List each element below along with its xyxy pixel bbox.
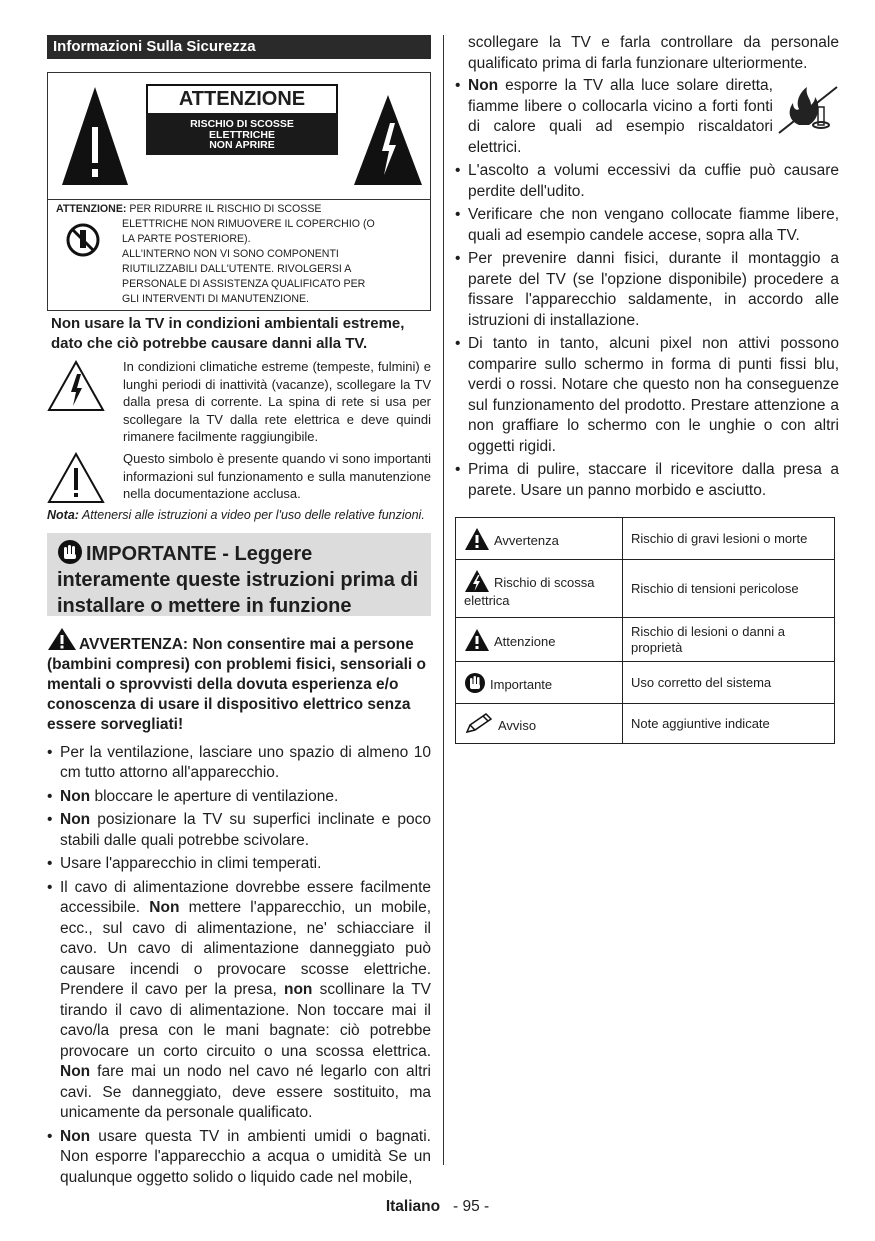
hand-stop-icon xyxy=(464,671,486,695)
pencil-note-icon xyxy=(464,712,494,736)
continuation-text: scollegare la TV e farla controllare da personale qualificato prima di farla funzionare ulteriormente. xyxy=(468,34,839,72)
do-not-open-icon xyxy=(65,222,101,258)
list-item-text: Per prevenire danni fisici, durante il montaggio a parete del TV (se l'opzione disponibile) procedere a fissare l'apparecchio saldamente, in accordo alle istruzioni di installazione. xyxy=(468,250,839,329)
page-number: - 95 - xyxy=(453,1198,490,1215)
list-item-text: Usare l'apparecchio in climi temperati. xyxy=(60,855,322,873)
exclamation-symbol-row xyxy=(47,450,431,503)
list-item-text: bloccare le aperture di ventilazione. xyxy=(90,787,339,805)
legend-desc: Rischio di gravi lesioni o morte xyxy=(623,518,835,560)
exclamation-warning-icon xyxy=(60,85,130,187)
list-item-text: scollinare la TV tirando il cavo di alimentazione. Non toccare mai il cavo/la presa con le mani bagnate: ciò potrebbe provocare un corto circuito o una scossa elettrica. xyxy=(60,981,431,1060)
caution-line: RIUTILIZZABILI DALL'UTENTE. RIVOLGERSI A xyxy=(122,263,352,275)
important-text: IMPORTANTE - Leggere interamente queste istruzioni prima di installare o mettere in funzione xyxy=(57,542,419,617)
legend-label: Avviso xyxy=(498,717,537,733)
note-text: Attenersi alle istruzioni a video per l'uso delle relative funzioni. xyxy=(78,507,425,522)
legend-desc: Uso corretto del sistema xyxy=(623,662,835,704)
list-item-bold: Non xyxy=(60,1063,91,1081)
safety-list xyxy=(47,743,431,1189)
list-item-text: L'ascolto a volumi eccessivi da cuffie può causare perdite dell'udito. xyxy=(468,162,839,200)
hand-stop-icon xyxy=(57,539,83,565)
list-item xyxy=(455,334,839,457)
important-banner xyxy=(47,533,431,616)
caution-text xyxy=(48,199,430,310)
safety-list-continued xyxy=(455,76,839,501)
list-item xyxy=(455,205,839,246)
legend-label: Attenzione xyxy=(494,633,556,649)
table-row xyxy=(456,618,835,662)
section-title: Informazioni Sulla Sicurezza xyxy=(47,35,431,59)
caution-line: ALL'INTERNO NON VI SONO COMPONENTI xyxy=(122,248,339,260)
legend-label-cell xyxy=(456,560,623,618)
caution-icon xyxy=(464,628,490,652)
lightning-symbol-text: In condizioni climatiche estreme (tempeste, fulmini) e lunghi periodi di inattività (vacanze), scollegare la TV dalla presa di corrente. La spina di rete si usa per scollegare la TV dalla rete elettrica e deve quindi rimanere facilmente raggiungibile. xyxy=(123,359,431,445)
list-item xyxy=(47,810,431,851)
list-item xyxy=(455,161,839,202)
extreme-conditions-heading: Non usare la TV in condizioni ambientali estreme, dato che ciò potrebbe causare danni alla TV. xyxy=(51,315,405,352)
list-item-text: esporre la TV alla luce solare diretta, fiamme libere o collocarla vicino a forti fonti di calore quali ad esempio riscaldatori elettrici. xyxy=(468,77,773,156)
list-item-bold: Non xyxy=(60,811,91,829)
electric-shock-icon xyxy=(464,569,490,593)
list-item xyxy=(47,787,431,808)
left-column xyxy=(47,35,431,1191)
note xyxy=(47,507,431,524)
list-item-text: usare questa TV in ambienti umidi o bagnati. Non esporre l'apparecchio a acqua o umidità Se un qualunque oggetto solido o liquido cade nel mobile, xyxy=(60,1127,431,1186)
caution-line: PER RIDURRE IL RISCHIO DI SCOSSE xyxy=(129,203,322,215)
list-item-bold: Non xyxy=(60,1127,91,1145)
warning-icon xyxy=(47,627,77,651)
list-item-text: fare mai un nodo nel cavo né legarlo con altri cavi. Se danneggiato, deve essere sostituito, ma unicamente da personale qualificato. xyxy=(60,1063,431,1122)
list-item-text: mettere l'apparecchio, un mobile, ecc., sul cavo di alimentazione, ne' schiacciare il cavo. Un cavo di alimentazione danneggiato può causare incendi o provocare scosse elettriche. Prendere il cavo per la presa, xyxy=(60,899,431,999)
caution-line: GLI INTERVENTI DI MANUTENZIONE. xyxy=(122,293,309,305)
shock-line: ELETTRICHE xyxy=(209,128,275,141)
list-item-bold: Non xyxy=(468,77,499,94)
legend-label-cell xyxy=(456,518,623,560)
right-column xyxy=(455,33,839,744)
list-item xyxy=(47,743,431,784)
list-item-text: Per la ventilazione, lasciare uno spazio di almeno 10 cm tutto attorno all'apparecchio. xyxy=(60,743,431,782)
caution-label: ATTENZIONE: xyxy=(56,203,127,215)
list-item xyxy=(47,854,431,875)
lightning-warning-icon xyxy=(352,93,424,187)
column-divider xyxy=(443,35,444,1165)
attention-title: ATTENZIONE xyxy=(146,84,338,113)
exclamation-icon xyxy=(47,452,105,504)
exclamation-symbol-text: Questo simbolo è presente quando vi sono importanti informazioni sul funzionamento e sulla manutenzione nella documentazione acclusa. xyxy=(123,450,431,502)
caution-label-box xyxy=(47,72,431,311)
list-item-text: Prima di pulire, staccare il ricevitore dalla presa a parete. Usare un panno morbido e asciutto. xyxy=(468,461,839,499)
list-item xyxy=(455,76,839,158)
lightning-symbol-row xyxy=(47,358,431,446)
warning-paragraph xyxy=(47,627,431,735)
list-item-text: Di tanto in tanto, alcuni pixel non attivi possono comparire sullo schermo in forma di punti fissi blu, verdi o rossi. Notare che questo non ha conseguenze sul funzionamento del prodotto. Prestare attenzione a non graffiare lo schermo con le unghie o con altri oggetti rigidi. xyxy=(468,335,839,455)
list-item-bold: non xyxy=(284,981,313,999)
table-row xyxy=(456,662,835,704)
warning-paragraph-text: AVVERTENZA: Non consentire mai a persone (bambini compresi) con problemi fisici, sensoriali o mentali o sprovvisti della dovuta esperienza e/o conoscenza di usare il dispositivo elettrico senza essere sorvegliati! xyxy=(47,635,426,733)
list-item-text: Verificare che non vengano collocate fiamme libere, quali ad esempio candele accese, sopra alla TV. xyxy=(468,206,839,244)
list-item xyxy=(455,460,839,501)
table-row xyxy=(456,704,835,744)
list-item-bold: Non xyxy=(149,899,180,917)
list-item xyxy=(47,878,431,1124)
caution-line: PERSONALE DI ASSISTENZA QUALIFICATO PER xyxy=(122,278,366,290)
table-row xyxy=(456,518,835,560)
legend-desc: Rischio di tensioni pericolose xyxy=(623,560,835,618)
shock-line: NON APRIRE xyxy=(209,139,275,151)
attention-panel xyxy=(146,84,338,199)
table-row xyxy=(456,560,835,618)
legend-label: Avvertenza xyxy=(494,532,559,548)
list-item-text: Il cavo di alimentazione dovrebbe essere facilmente accessibile. xyxy=(60,878,431,917)
legend-desc: Note aggiuntive indicate xyxy=(623,704,835,744)
legend-label: Importante xyxy=(490,676,553,692)
shock-line: RISCHIO DI SCOSSE xyxy=(190,118,294,130)
list-item xyxy=(455,249,839,331)
note-label: Nota: xyxy=(47,507,79,522)
symbol-legend-table xyxy=(455,517,835,744)
legend-label: Rischio di scossa elettrica xyxy=(464,574,595,608)
list-item-text: posizionare la TV su superfici inclinate e poco stabili dalle quali potrebbe scivolare. xyxy=(60,811,431,849)
caution-line: LA PARTE POSTERIORE). xyxy=(122,233,251,245)
legend-desc: Rischio di lesioni o danni a proprietà xyxy=(623,618,835,662)
lightning-icon xyxy=(47,360,105,412)
legend-label-cell xyxy=(456,704,623,744)
page-footer xyxy=(0,1198,875,1216)
caution-line: ELETTRICHE NON RIMUOVERE IL COPERCHIO (O xyxy=(122,218,375,230)
warning-icon xyxy=(464,527,490,551)
legend-label-cell xyxy=(456,662,623,704)
legend-label-cell xyxy=(456,618,623,662)
shock-warning xyxy=(146,113,338,155)
list-item-bold: Non xyxy=(60,787,91,805)
list-item xyxy=(47,1127,431,1189)
footer-language: Italiano xyxy=(385,1198,441,1215)
